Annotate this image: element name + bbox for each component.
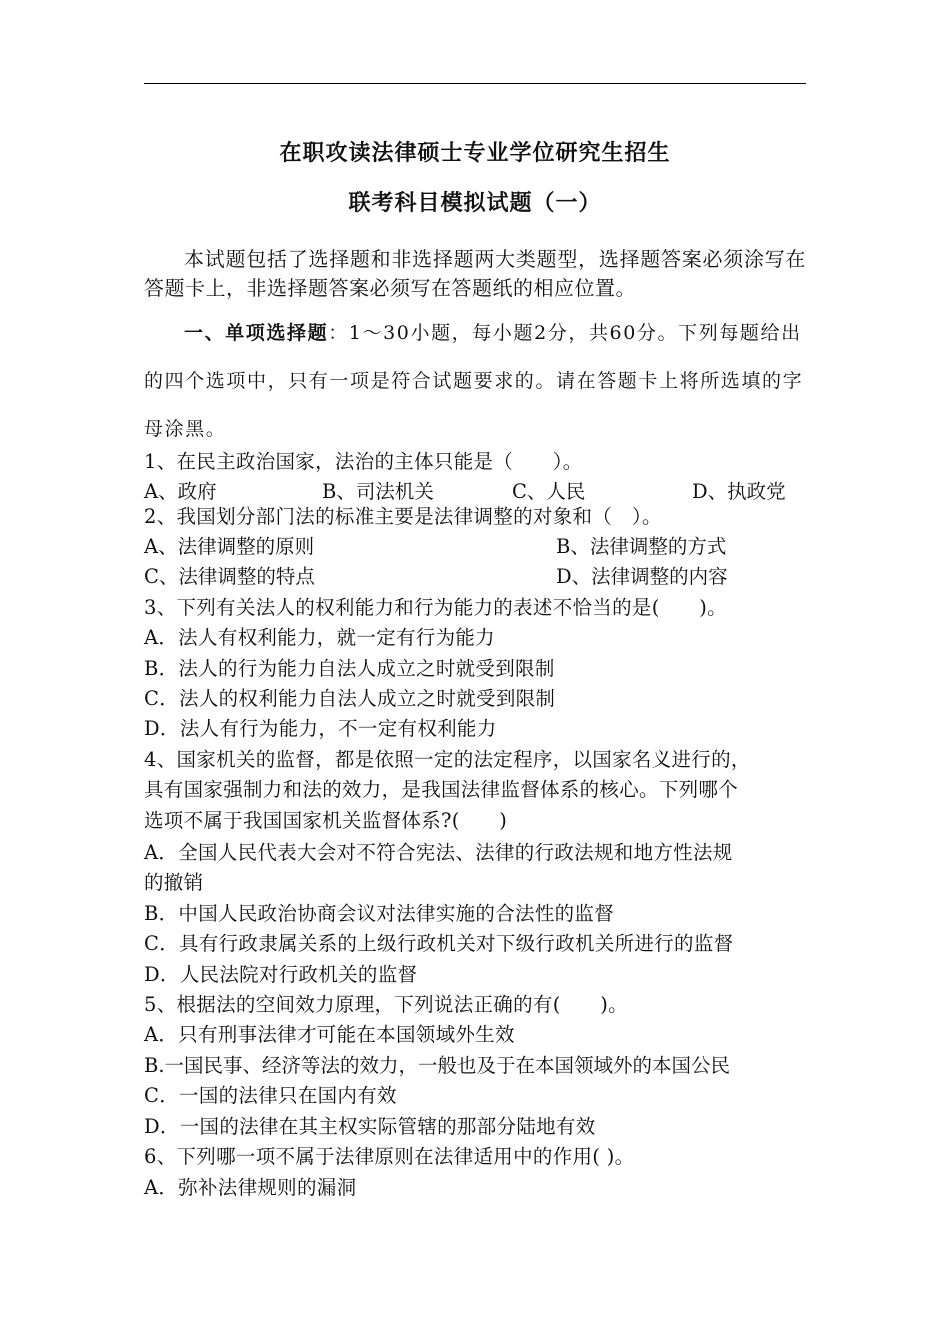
question-3-option-b: B．法人的行为能力自法人成立之时就受到限制 [144,657,555,680]
question-6-option-a: A．弥补法律规则的漏洞 [144,1176,357,1199]
section-description: ：1～30小题，每小题2分，共60分。下列每题给出的四个选项中，只有一项是符合试题要求的。请在答题卡上将所选填的字母涂黑。 [144,322,804,440]
page-title-line2: 联考科目模拟试题（一） [348,191,602,216]
question-3-stem: 3、下列有关法人的权利能力和行为能力的表述不恰当的是( )。 [144,596,727,619]
section-instructions [144,309,806,453]
question-3-option-c: C．法人的权利能力自法人成立之时就受到限制 [144,687,556,710]
question-1-option-d: D、执政党 [692,480,786,503]
question-4-option-c: C．具有行政隶属关系的上级行政机关对下级行政机关所进行的监督 [144,932,734,955]
question-1-stem: 1、在民主政治国家，法治的主体只能是（ ）。 [144,450,583,473]
question-2-option-b: B、法律调整的方式 [556,535,727,558]
question-2-option-a: A、法律调整的原则 [144,535,315,558]
question-1-option-b: B、司法机关 [322,480,434,503]
question-4-stem-line3: 选项不属于我国国家机关监督体系?( ) [144,809,508,832]
question-5-option-d: D．一国的法律在其主权实际管辖的那部分陆地有效 [144,1115,596,1138]
question-4-option-a-line1: A．全国人民代表大会对不符合宪法、法律的行政法规和地方性法规 [144,841,733,864]
question-2-option-d: D、法律调整的内容 [556,565,728,588]
question-4-option-b: B．中国人民政治协商会议对法律实施的合法性的监督 [144,902,615,925]
question-4-option-a-line2: 的撤销 [144,871,204,894]
question-1-option-a: A、政府 [144,480,217,503]
question-4-stem-line2: 具有国家强制力和法的效力，是我国法律监督体系的核心。下列哪个 [144,778,739,801]
question-5-stem: 5、根据法的空间效力原理，下列说法正确的有( )。 [144,993,628,1016]
question-4-option-d: D．人民法院对行政机关的监督 [144,963,418,986]
question-1-option-c: C、人民 [512,480,586,503]
question-6-stem: 6、下列哪一项不属于法律原则在法律适用中的作用( )。 [144,1145,635,1168]
question-3-option-a: A．法人有权利能力，就一定有行为能力 [144,626,495,649]
section-heading: 一、单项选择题 [184,322,329,344]
question-5-option-a: A．只有刑事法律才可能在本国领域外生效 [144,1023,515,1046]
question-4-stem-line1: 4、国家机关的监督，都是依照一定的法定程序，以国家名义进行的， [144,748,751,771]
intro-paragraph: 本试题包括了选择题和非选择题两大类题型，选择题答案必须涂写在答题卡上，非选择题答案必须写在答题纸的相应位置。 [144,247,806,300]
question-2-option-c: C、法律调整的特点 [144,565,315,588]
page-title-line1: 在职攻读法律硕士专业学位研究生招生 [279,141,671,166]
header-rule [144,83,806,84]
question-2-stem: 2、我国划分部门法的标准主要是法律调整的对象和（ ）。 [144,505,662,528]
question-5-option-c: C．一国的法律只在国内有效 [144,1084,397,1107]
question-3-option-d: D．法人有行为能力，不一定有权利能力 [144,717,497,740]
question-5-option-b: B.一国民事、经济等法的效力，一般也及于在本国领域外的本国公民 [144,1054,731,1077]
